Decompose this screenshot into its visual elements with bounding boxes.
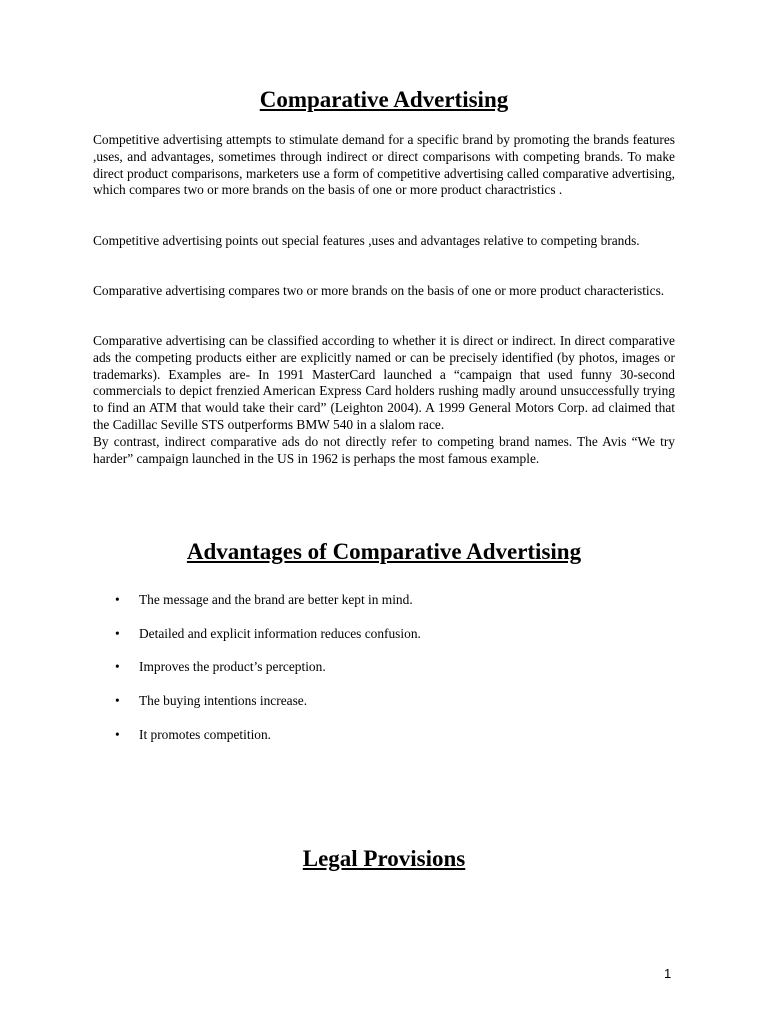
list-item-text: It promotes competition. [139, 726, 272, 742]
paragraph-direct-examples: Comparative advertising can be classified according to whether it is direct or indirect. In direct comparative ads the competing products either are explicitly named or can be precisely identified (by photos, images or trademarks). Examples are- In 1991 MasterCard launched a “campaign that used funny 30-second commercials to depict frenzied American Express Card holders rushing madly around unsuccessfully trying to find an ATM that would take their card” (Leighton 2004). A 1999 General Motors Corp. ad claimed that the Cadillac Seville STS outperforms BMW 540 in a slalom race. [93, 333, 675, 432]
legal-provisions-heading: Legal Provisions [302, 846, 466, 871]
advantages-list [93, 592, 675, 760]
list-item-text: The message and the brand are better kept in mind. [139, 592, 413, 607]
list-item [93, 626, 675, 660]
list-item [93, 693, 675, 727]
page-number: 1 [664, 966, 672, 981]
bullet-icon: • [115, 693, 120, 709]
paragraph-competitive-advertising: Competitive advertising attempts to stimulate demand for a specific brand by promoting the brands features ,uses, and advantages, sometimes through indirect or direct comparisons with competing brands. To make direct product comparisons, marketers use a form of competitive advertising called comparative advertising, which compares two or more brands on the basis of one or more product charactristics . [93, 132, 675, 198]
bullet-icon: • [115, 625, 120, 641]
list-item [93, 659, 675, 693]
list-item [93, 727, 675, 761]
paragraph-comparative-definition: Comparative advertising compares two or more brands on the basis of one or more product characteristics. [93, 283, 665, 298]
bullet-icon: • [115, 726, 120, 742]
bullet-icon: • [115, 592, 120, 607]
list-item-text: The buying intentions increase. [139, 693, 308, 709]
list-item-text: Improves the product’s perception. [139, 659, 326, 675]
paragraph-direct-indirect [93, 333, 675, 467]
page-title: Comparative Advertising [259, 87, 509, 112]
advantages-heading: Advantages of Comparative Advertising [186, 539, 582, 564]
bullet-icon: • [115, 659, 120, 675]
list-item-text: Detailed and explicit information reduces confusion. [139, 625, 421, 641]
paragraph-special-features: Competitive advertising points out special features ,uses and advantages relative to competing brands. [93, 233, 640, 248]
paragraph-indirect-examples: By contrast, indirect comparative ads do not directly refer to competing brand names. The Avis “We try harder” campaign launched in the US in 1962 is perhaps the most famous example. [93, 433, 675, 466]
list-item [93, 592, 675, 626]
